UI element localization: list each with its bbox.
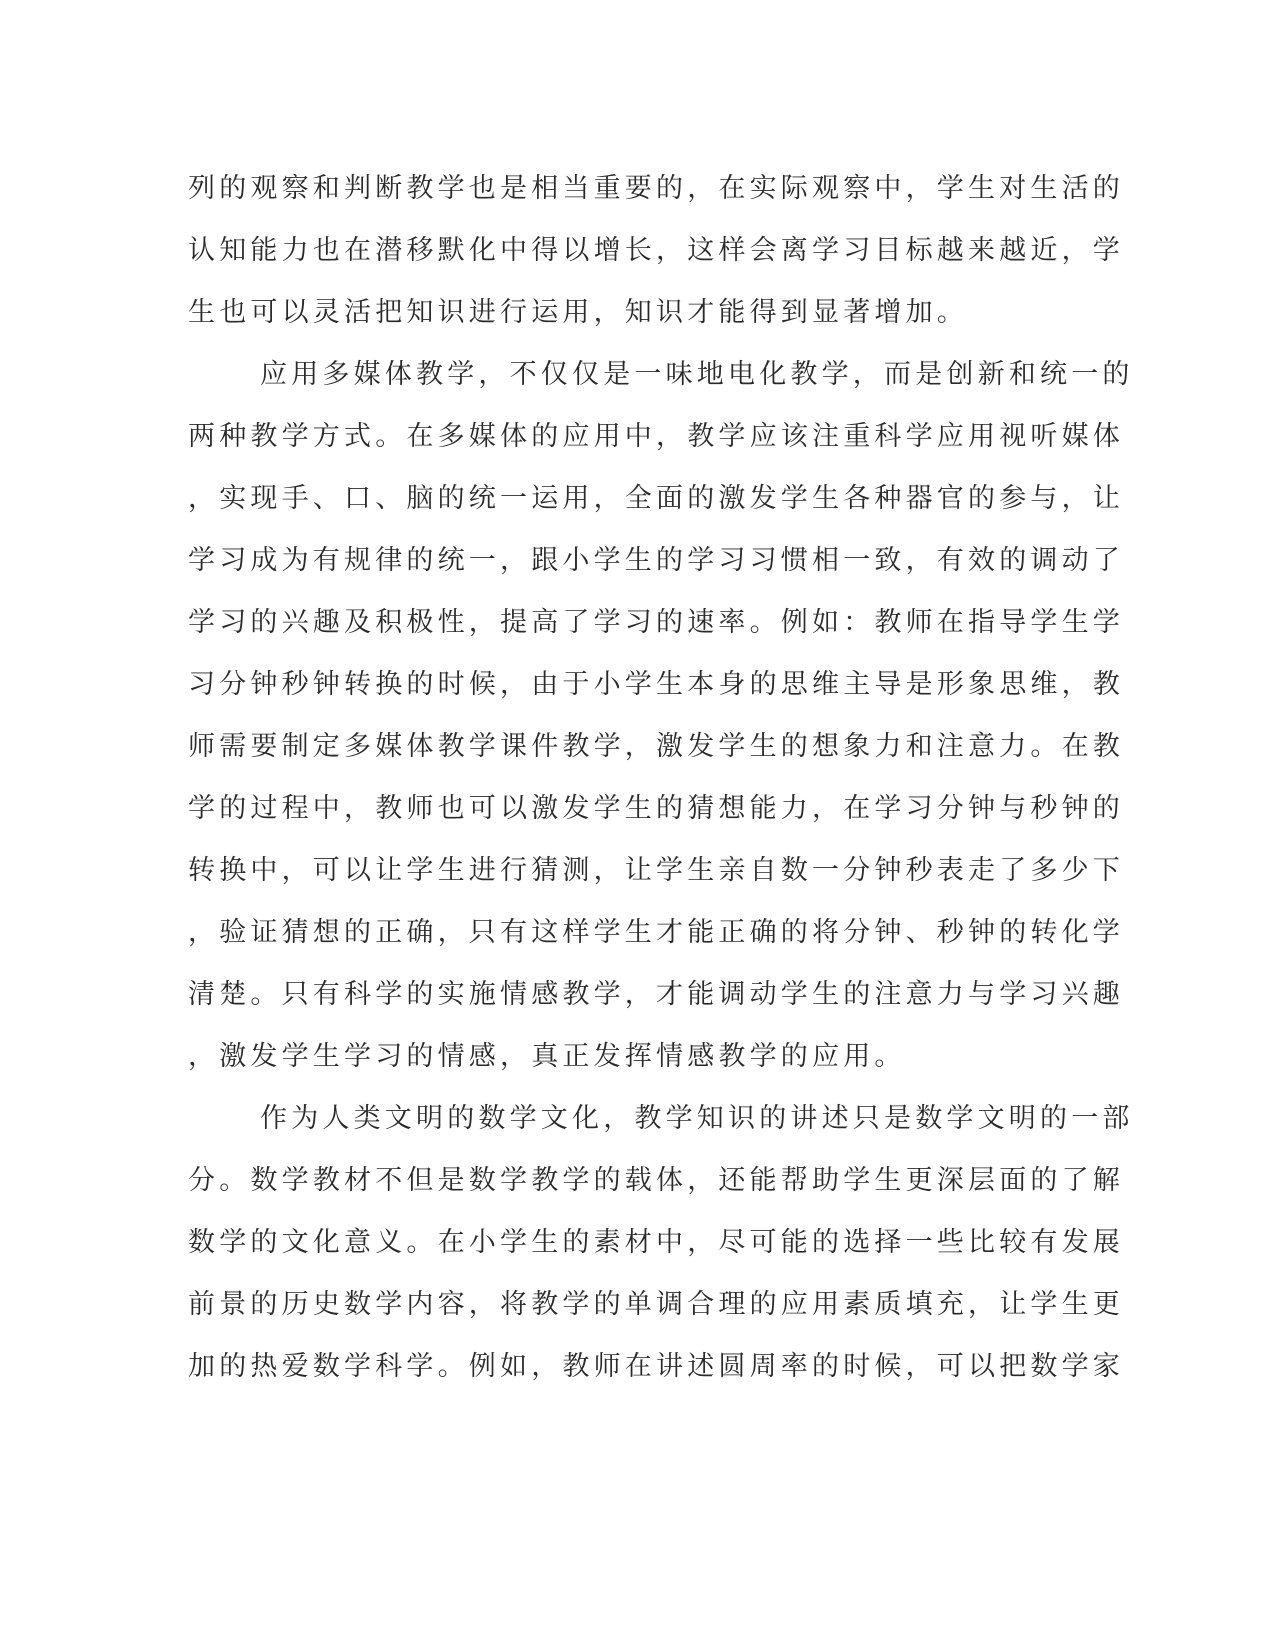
text-line: 两种教学方式。在多媒体的应用中，教学应该注重科学应用视听媒体 <box>188 421 1124 452</box>
text-line: ，实现手、口、脑的统一运用，全面的激发学生各种器官的参与，让 <box>188 483 1124 514</box>
body-text <box>188 158 1134 1398</box>
paragraph-first-line: 作为人类文明的数学文化，教学知识的讲述只是数学文明的一部 <box>260 1103 1134 1134</box>
text-line: 前景的历史数学内容，将教学的单调合理的应用素质填充，让学生更 <box>188 1289 1124 1320</box>
text-line: 学习的兴趣及积极性，提高了学习的速率。例如：教师在指导学生学 <box>188 607 1124 638</box>
text-line: 加的热爱数学科学。例如，教师在讲述圆周率的时候，可以把数学家 <box>188 1351 1124 1382</box>
paragraph-first-line: 应用多媒体教学，不仅仅是一味地电化教学，而是创新和统一的 <box>260 359 1134 390</box>
text-line: ，激发学生学习的情感，真正发挥情感教学的应用。 <box>188 1041 906 1072</box>
text-line: 数学的文化意义。在小学生的素材中，尽可能的选择一些比较有发展 <box>188 1227 1124 1258</box>
text-line: 生也可以灵活把知识进行运用，知识才能得到显著增加。 <box>188 297 968 328</box>
text-line: 学习成为有规律的统一，跟小学生的学习习惯相一致，有效的调动了 <box>188 545 1124 576</box>
text-line: 清楚。只有科学的实施情感教学，才能调动学生的注意力与学习兴趣 <box>188 979 1124 1010</box>
text-line: 师需要制定多媒体教学课件教学，激发学生的想象力和注意力。在教 <box>188 731 1124 762</box>
text-line: 分。数学教材不但是数学教学的载体，还能帮助学生更深层面的了解 <box>188 1165 1124 1196</box>
text-line: 学的过程中，教师也可以激发学生的猜想能力，在学习分钟与秒钟的 <box>188 793 1124 824</box>
text-line: 认知能力也在潜移默化中得以增长，这样会离学习目标越来越近，学 <box>188 235 1124 266</box>
text-line: 习分钟秒钟转换的时候，由于小学生本身的思维主导是形象思维，教 <box>188 669 1124 700</box>
text-line: 转换中，可以让学生进行猜测，让学生亲自数一分钟秒表走了多少下 <box>188 855 1124 886</box>
text-line: 列的观察和判断教学也是相当重要的，在实际观察中，学生对生活的 <box>188 173 1124 204</box>
text-line: ，验证猜想的正确，只有这样学生才能正确的将分钟、秒钟的转化学 <box>188 917 1124 948</box>
